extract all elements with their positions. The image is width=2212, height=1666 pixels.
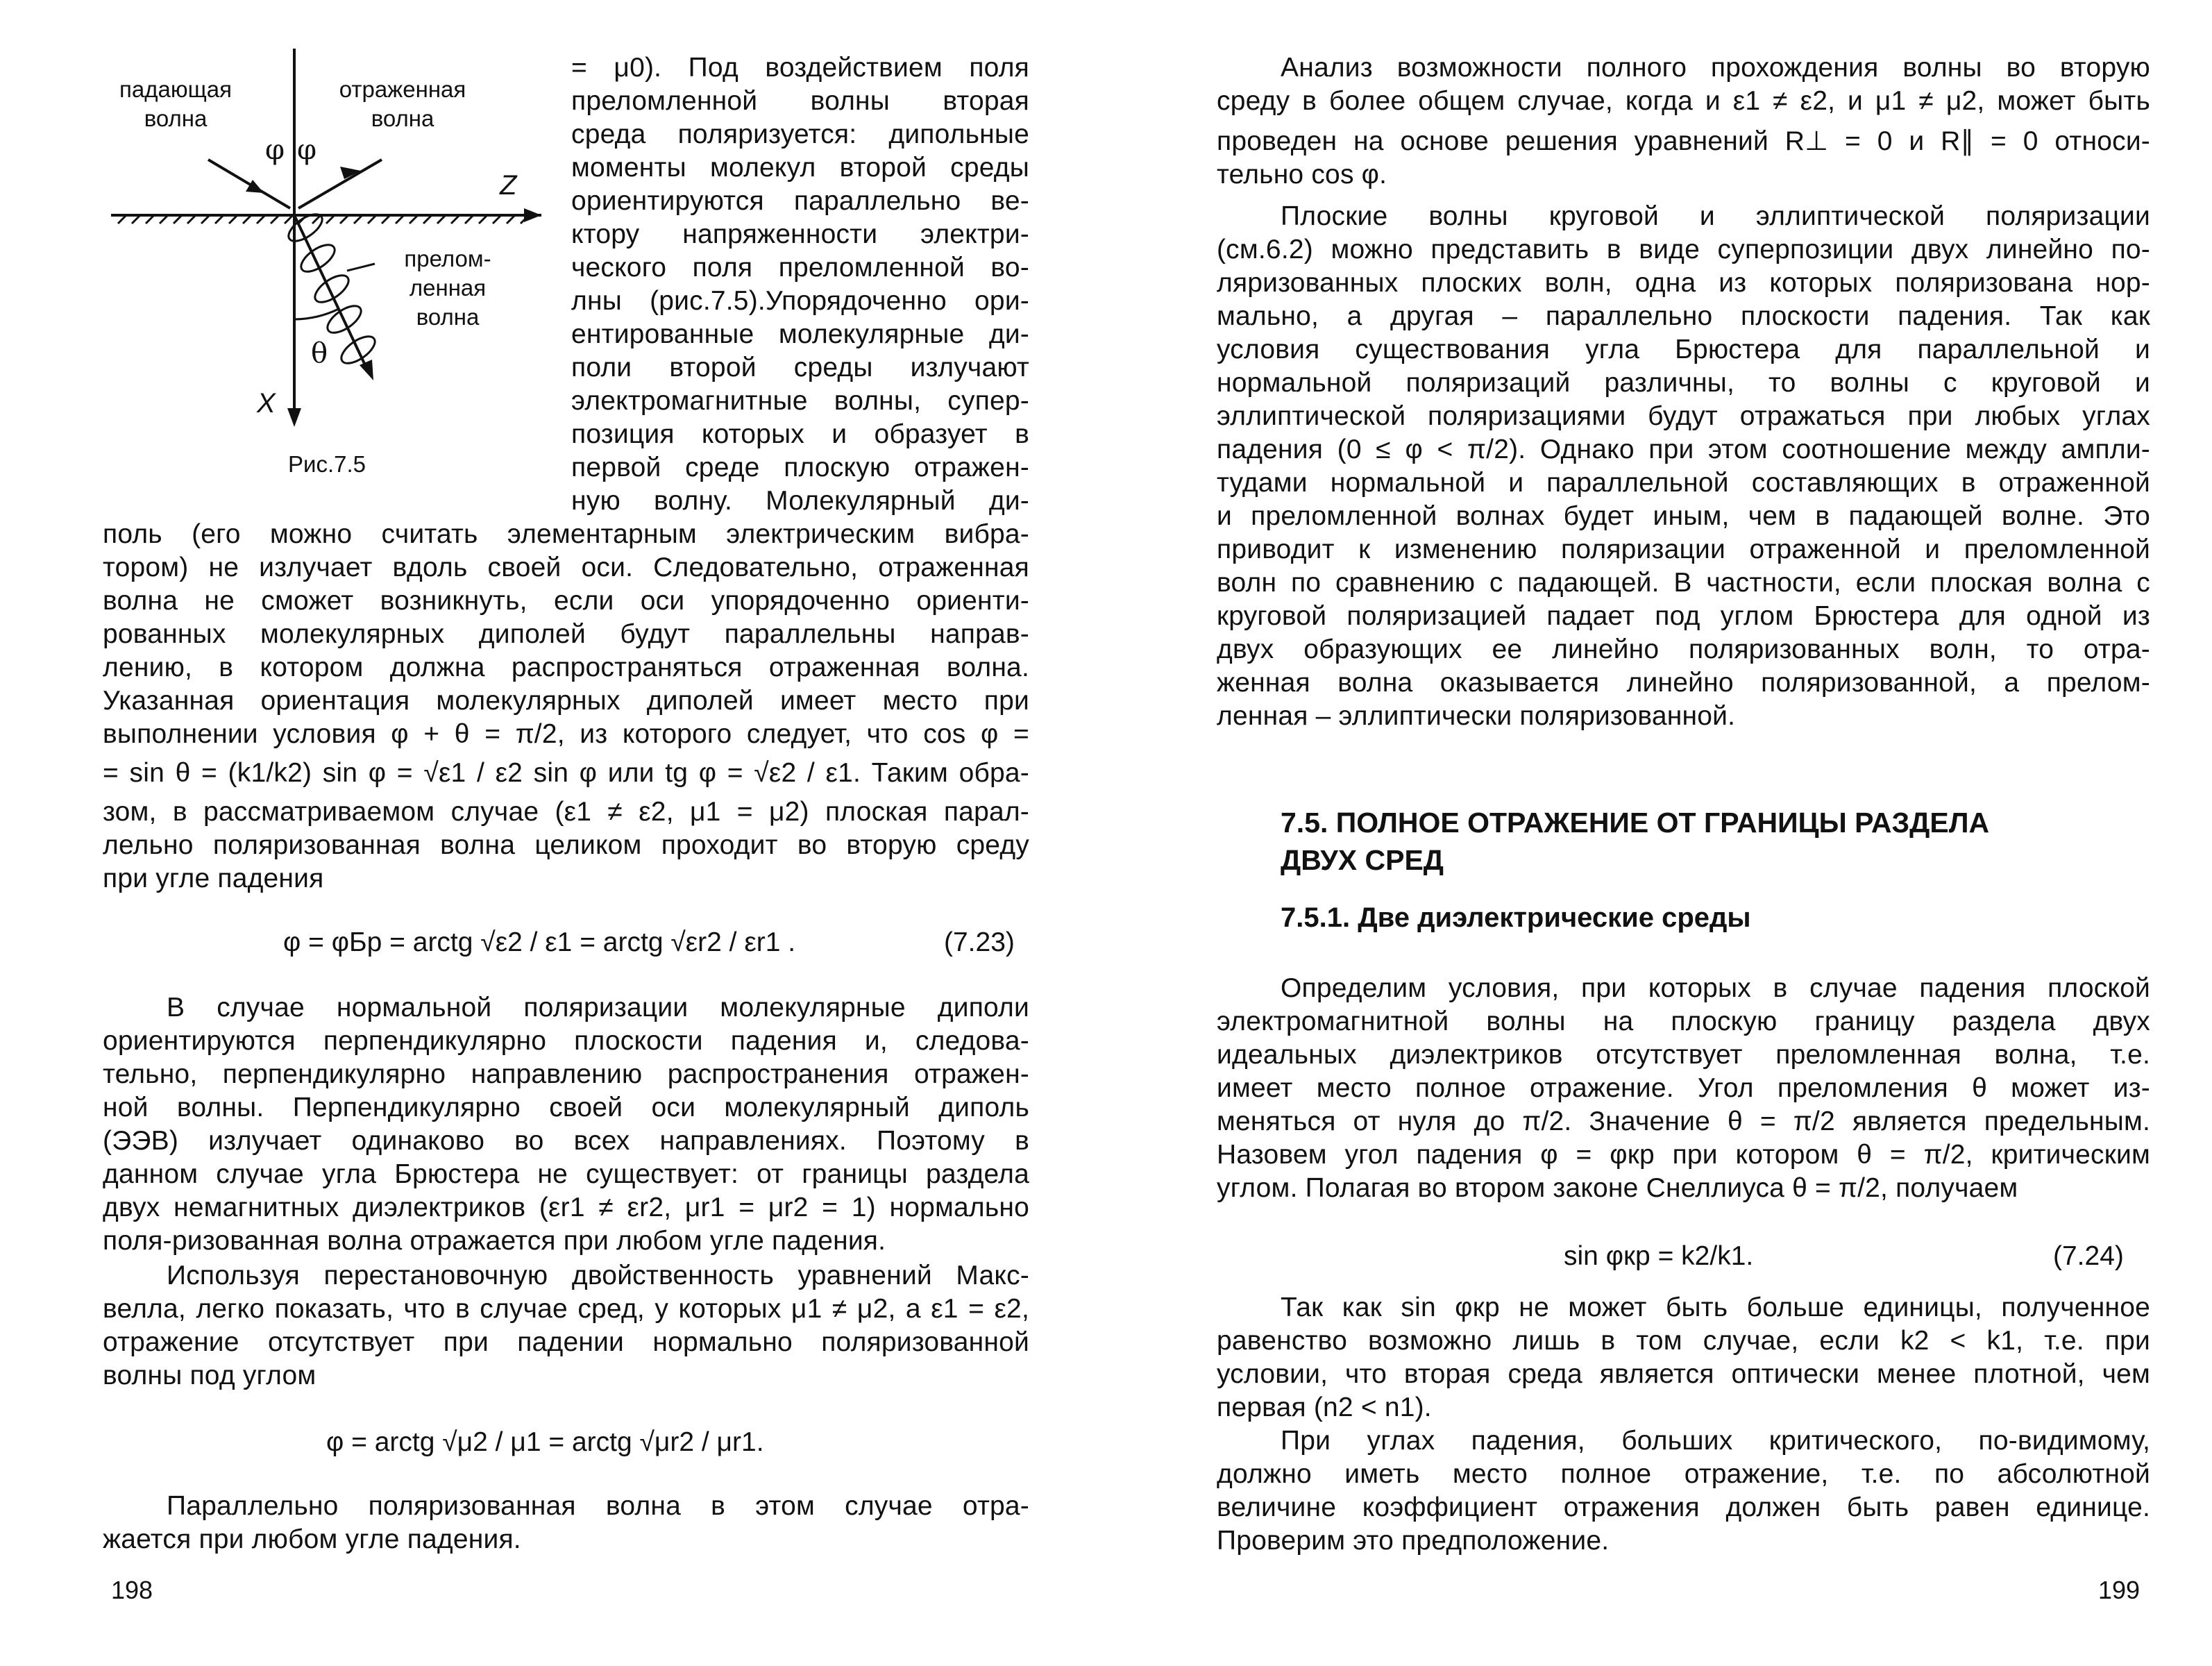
text-line: Параллельно поляризованная волна в этом случае отра- <box>167 1491 1029 1521</box>
text-line: преломленной волны вторая <box>571 86 1029 116</box>
text-line: поли второй среды излучают <box>571 353 1029 382</box>
text-line: углом. Полагая во втором законе Снеллиуса θ = π/2, получаем <box>1217 1173 2018 1203</box>
text-line: идеальных диэлектриков отсутствует преломленная волна, т.е. <box>1217 1040 2150 1070</box>
text-line: волн по сравнению с падающей. В частности, если плоская волна с <box>1217 568 2150 598</box>
text-line: Назовем угол падения φ = φкр при котором θ = π/2, критическим <box>1217 1140 2150 1170</box>
label-incident-line1: падающая <box>119 76 232 102</box>
text-line: ентированные молекулярные ди- <box>571 319 1029 349</box>
text-line: Плоские волны круговой и эллиптической поляризации <box>1281 201 2150 231</box>
text-line: нормальной поляризаций различны, то волны с круговой и <box>1217 368 2150 398</box>
text-line: (ЭЭВ) излучает одинаково во всех направлениях. Поэтому в <box>103 1126 1029 1156</box>
text-line: лельно поляризованная волна целиком проходит во вторую среду <box>103 830 1029 860</box>
text-line: Анализ возможности полного прохождения волны во вторую <box>1281 53 2150 83</box>
text-line: величине коэффициент отражения должен быть равен единице. <box>1217 1492 2150 1522</box>
label-reflected <box>323 75 482 133</box>
text-line: круговой поляризацией падает под углом Брюстера для одной из <box>1217 601 2150 631</box>
text-line: имеет место полное отражение. Угол преломления θ может из- <box>1217 1073 2150 1103</box>
text-line: женная волна оказывается линейно поляризованной, а прелом- <box>1217 668 2150 698</box>
text-line: Используя перестановочную двойственность уравнений Макс- <box>167 1261 1029 1290</box>
angle-phi-left: φ <box>265 134 285 166</box>
text-line: меняться от нуля до π/2. Значение θ = π/2 является предельным. <box>1217 1107 2150 1136</box>
text-line: ориентируются перпендикулярно плоскости падения и, следова- <box>103 1026 1029 1056</box>
text-line: проведен на основе решения уравнений R⊥ = 0 и R∥ = 0 относи- <box>1217 126 2150 156</box>
angle-phi-right: φ <box>297 134 317 166</box>
left-paragraph-1 <box>103 518 1029 895</box>
text-line: отражение отсутствует при падении нормально поляризованной <box>103 1327 1029 1357</box>
text-line: ктору напряженности электри- <box>571 219 1029 249</box>
figure-caption: Рис.7.5 <box>288 451 366 477</box>
label-refracted <box>389 244 507 332</box>
text-line: тельно cos φ. <box>1217 160 1387 190</box>
page-number-left: 198 <box>111 1576 153 1604</box>
text-line: приводит к изменению поляризации отраженной и преломленной <box>1217 535 2150 564</box>
text-line: при угле падения <box>103 864 324 893</box>
text-line: велла, легко показать, что в случае сред, у которых μ1 ≠ μ2, а ε1 = ε2, <box>103 1294 1029 1324</box>
right-paragraph-4 <box>1217 1291 2150 1424</box>
text-line: моменты молекул второй среды <box>571 153 1029 183</box>
text-line: лны (рис.7.5).Упорядоченно ори- <box>571 286 1029 316</box>
left-paragraph-4 <box>103 1490 1029 1556</box>
text-line: первая (n2 < n1). <box>1217 1392 1432 1422</box>
text-line: Определим условия, при которых в случае падения плоской <box>1281 973 2150 1003</box>
section-heading <box>1281 804 1989 879</box>
text-line: = μ0). Под воздействием поля <box>571 53 1029 83</box>
right-paragraph-2 <box>1217 200 2150 733</box>
text-line: В случае нормальной поляризации молекулярные диполи <box>167 993 1029 1023</box>
text-line: ориентируются параллельно ве- <box>571 186 1029 216</box>
equation-7-24: sin φкр = k2/k1. <box>1564 1241 1754 1271</box>
right-paragraph-3 <box>1217 972 2150 1205</box>
text-line: электромагнитной волны на плоскую границу раздела двух <box>1217 1007 2150 1036</box>
text-line: ческого поля преломленной во- <box>571 253 1029 283</box>
section-heading-line2: ДВУХ СРЕД <box>1281 844 1444 876</box>
text-line: жается при любом угле падения. <box>103 1524 521 1554</box>
text-line: Указанная ориентация молекулярных диполей имеет место при <box>103 686 1029 716</box>
equation-mu: φ = arctg √μ2 / μ1 = arctg √μr2 / μr1. <box>326 1427 764 1457</box>
right-page <box>1106 0 2212 1666</box>
text-line: поля-ризованная волна отражается при любом угле падения. <box>103 1226 886 1256</box>
right-paragraph-5 <box>1217 1424 2150 1558</box>
page-number-right: 199 <box>2098 1576 2141 1604</box>
text-line: выполнении условия φ + θ = π/2, из которого следует, что cos φ = <box>103 719 1029 749</box>
text-line: позиция которых и образует в <box>571 419 1029 449</box>
text-line: зом, в рассматриваемом случае (ε1 ≠ ε2, μ1 = μ2) плоская парал- <box>103 797 1029 827</box>
text-line: = sin θ = (k1/k2) sin φ = √ε1 / ε2 sin φ или tg φ = √ε2 / ε1. Таким обра- <box>103 758 1029 788</box>
text-line: условия существования угла Брюстера для параллельной и <box>1217 335 2150 364</box>
text-line: волна не сможет возникнуть, если оси упорядоченно ориенти- <box>103 586 1029 616</box>
axis-z-label: Z <box>500 170 517 201</box>
text-line: и преломленной волнах будет иным, чем в падающей волне. Это <box>1217 501 2150 531</box>
equation-7-23: φ = φБр = arctg √ε2 / ε1 = arctg √εr2 / εr1 . <box>283 927 796 957</box>
axis-x-label: X <box>257 388 276 419</box>
text-line: тором) не излучает вдоль своей оси. Следовательно, отраженная <box>103 553 1029 582</box>
right-paragraph-1 <box>1217 51 2150 192</box>
label-reflected-line1: отраженная <box>339 76 466 102</box>
text-line: ной волны. Перпендикулярно своей оси молекулярный диполь <box>103 1093 1029 1122</box>
text-line: среда поляризуется: дипольные <box>571 119 1029 149</box>
label-incident-line2: волна <box>144 106 208 131</box>
text-line: Проверим это предположение. <box>1217 1526 1610 1556</box>
text-line: условии, что вторая среда является оптически менее плотной, чем <box>1217 1359 2150 1389</box>
left-paragraph-3 <box>103 1259 1029 1392</box>
text-line: волны под углом <box>103 1361 316 1390</box>
equation-7-24-number: (7.24) <box>2053 1241 2124 1271</box>
label-refracted-line1: прелом- <box>404 246 491 271</box>
text-line: тельно, перпендикулярно направлению распространения отражен- <box>103 1059 1029 1089</box>
text-line: тудами нормальной и параллельной составляющих в отраженной <box>1217 468 2150 498</box>
text-line: поль (его можно считать элементарным электрическим вибра- <box>103 519 1029 549</box>
text-line: ную волну. Молекулярный ди- <box>571 486 1029 516</box>
label-refracted-line3: волна <box>416 304 480 330</box>
text-line: ляризованных плоских волн, одна из которых поляризована нор- <box>1217 268 2150 298</box>
beside-figure-text <box>571 51 1029 518</box>
text-line: среду в более общем случае, когда и ε1 ≠ ε2, и μ1 ≠ μ2, может быть <box>1217 86 2150 116</box>
text-line: Так как sin φкр не может быть больше единицы, полученное <box>1281 1293 2150 1322</box>
text-line: лению, в котором должна распространяться отраженная волна. <box>103 653 1029 682</box>
text-line: данном случае угла Брюстера не существует: от границы раздела <box>103 1159 1029 1189</box>
text-line: рованных молекулярных диполей будут параллельны направ- <box>103 619 1029 649</box>
text-line: электромагнитные волны, супер- <box>571 386 1029 416</box>
angle-theta: θ <box>311 337 328 369</box>
equation-7-23-number: (7.23) <box>944 927 1015 957</box>
text-line: эллиптической поляризациями будут отражаться при любых углах <box>1217 401 2150 431</box>
label-reflected-line2: волна <box>371 106 434 131</box>
text-line: первой среде плоскую отражен- <box>571 453 1029 482</box>
text-line: равенство возможно лишь в том случае, если k2 < k1, т.е. при <box>1217 1326 2150 1356</box>
subsection-heading: 7.5.1. Две диэлектрические среды <box>1281 902 1751 933</box>
label-refracted-line2: ленная <box>409 275 487 301</box>
section-heading-line1: 7.5. ПОЛНОЕ ОТРАЖЕНИЕ ОТ ГРАНИЦЫ РАЗДЕЛА <box>1281 807 1990 839</box>
text-line: двух немагнитных диэлектриков (εr1 ≠ εr2, μr1 = μr2 = 1) нормально <box>103 1193 1029 1222</box>
left-paragraph-2 <box>103 991 1029 1258</box>
text-line: (см.6.2) можно представить в виде суперпозиции двух линейно по- <box>1217 235 2150 264</box>
text-line: ленная – эллиптически поляризованной. <box>1217 701 1736 731</box>
text-line: мально, а другая – параллельно плоскости падения. Так как <box>1217 301 2150 331</box>
text-line: падения (0 ≤ φ < π/2). Однако при этом соотношение между ампли- <box>1217 435 2150 464</box>
text-line: должно иметь место полное отражение, т.е. по абсолютной <box>1217 1459 2150 1489</box>
label-incident <box>103 75 248 133</box>
text-line: При углах падения, больших критического, по-видимому, <box>1281 1426 2150 1456</box>
text-line: двух образующих ее линейно поляризованных волн, то отра- <box>1217 634 2150 664</box>
